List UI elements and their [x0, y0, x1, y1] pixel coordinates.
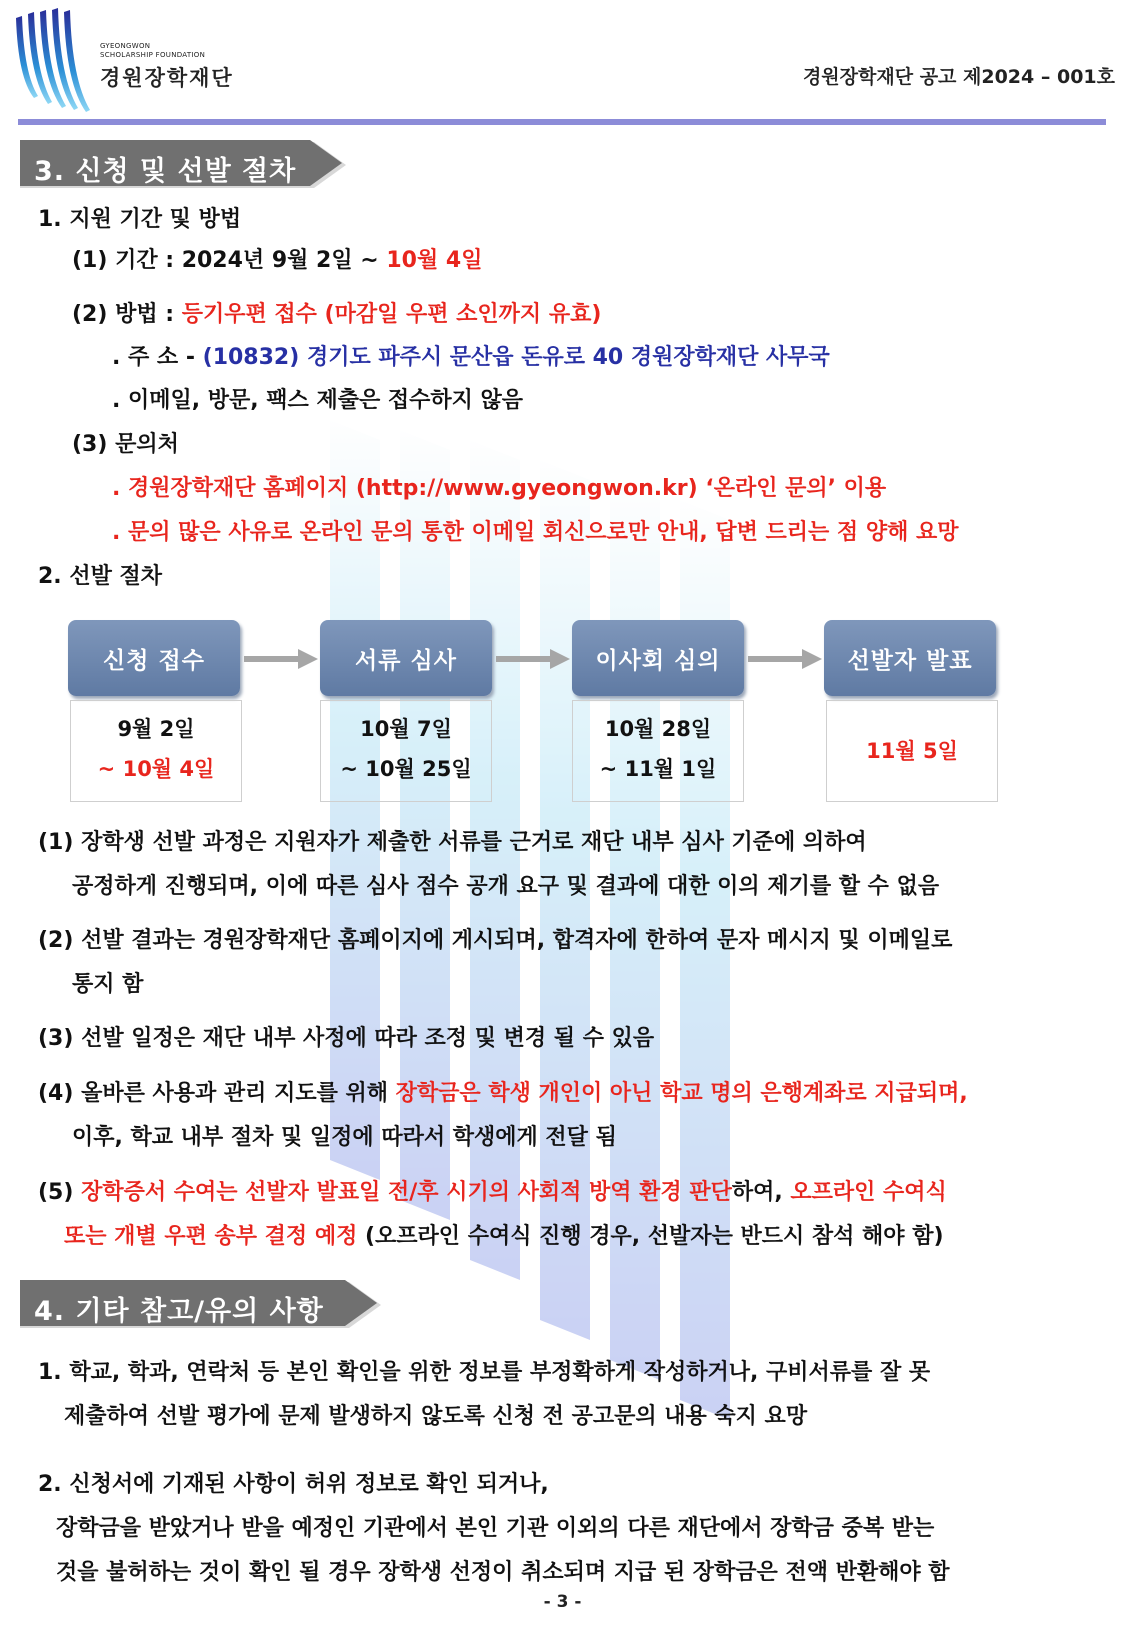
section3-title: 3. 신청 및 선발 절차	[34, 156, 297, 187]
note-5-remark: (오프라인 수여식 진행 경우, 선발자는 반드시 참석 해야 함)	[357, 1224, 944, 1249]
note-2-line1: (2) 선발 결과는 경원장학재단 홈페이지에 게시되며, 합격자에 한하여 문자 메시지 및 이메일로	[38, 928, 953, 953]
note-5-number: (5)	[38, 1180, 82, 1205]
flow-date-box-announcement	[826, 700, 998, 802]
flow-step-announcement: 선발자 발표	[824, 620, 996, 696]
contact-homepage: . 경원장학재단 홈페이지 (http://www.gyeongwon.kr) ‘온라인 문의’ 이용	[112, 476, 887, 501]
flow-date-end: ~ 11월 1일	[599, 757, 717, 781]
flow-arrow-icon	[748, 648, 822, 670]
flow-arrow-icon	[496, 648, 570, 670]
section4-item2-line2: 장학금을 받았거나 받을 예정인 기관에서 본인 기관 이외의 다른 재단에서 장학금 중복 받는	[56, 1516, 935, 1541]
note-5-line1	[38, 1178, 947, 1208]
address-line	[112, 343, 830, 373]
flow-date-end: ~ 10월 25일	[340, 757, 472, 781]
foundation-logo-icon	[14, 8, 94, 114]
note-4-highlight: 장학금은 학생 개인이 아닌 학교 명의 은행계좌로 지급되며,	[395, 1081, 968, 1106]
sub-heading-application: 1. 지원 기간 및 방법	[38, 207, 242, 232]
flow-date-start: 9월 2일	[117, 717, 195, 741]
flow-step-application: 신청 접수	[68, 620, 240, 696]
note-5-line2	[64, 1222, 944, 1252]
method-label: (2) 방법 :	[72, 302, 182, 327]
method-line	[72, 300, 601, 330]
note-5-highlight-c: 또는 개별 우편 송부 결정 예정	[64, 1224, 358, 1249]
note-4-line2: 이후, 학교 내부 절차 및 일정에 따라서 학생에게 전달 됨	[72, 1125, 617, 1150]
address-label: . 주 소 -	[112, 345, 203, 370]
flow-step-board-review: 이사회 심의	[572, 620, 744, 696]
note-4-lead: (4) 올바른 사용과 관리 지도를 위해	[38, 1081, 396, 1106]
contact-label: (3) 문의처	[72, 432, 179, 457]
note-5-connector: 하여,	[731, 1180, 791, 1205]
section4-item2-line3: 것을 불허하는 것이 확인 될 경우 장학생 선정이 취소되며 지급 된 장학금은 전액 반환해야 함	[56, 1560, 950, 1585]
method-value: 등기우편 접수 (마감일 우편 소인까지 유효)	[181, 302, 602, 327]
logo-sub-line2: SCHOLARSHIP FOUNDATION	[100, 51, 206, 59]
flow-date-end: ~ 10월 4일	[97, 757, 215, 781]
section4-item1-line2: 제출하여 선발 평가에 문제 발생하지 않도록 신청 전 공고문의 내용 숙지 요망	[64, 1404, 808, 1429]
period-end: 10월 4일	[386, 248, 483, 273]
note-5-highlight-b: 오프라인 수여식	[790, 1180, 947, 1205]
note-2-line2: 통지 함	[72, 972, 144, 997]
note-1-line1: (1) 장학생 선발 과정은 지원자가 제출한 서류를 근거로 재단 내부 심사 기준에 의하여	[38, 830, 867, 855]
flow-date-box-board-review	[572, 700, 744, 802]
note-5-highlight-a: 장학증서 수여는 선발자 발표일 전/후 시기의 사회적 방역 환경 판단	[81, 1180, 732, 1205]
header-divider	[18, 119, 1106, 125]
section4-header	[20, 1280, 385, 1330]
flow-date-box-document-review	[320, 700, 492, 802]
section4-title: 4. 기타 참고/유의 사항	[34, 1296, 324, 1327]
flow-step-document-review: 서류 심사	[320, 620, 492, 696]
period-line	[72, 246, 482, 276]
notice-number: 경원장학재단 공고 제2024 – 001호	[802, 66, 1115, 88]
sub-heading-selection: 2. 선발 절차	[38, 564, 162, 589]
flow-arrow-icon	[244, 648, 318, 670]
contact-email-notice: . 문의 많은 사유로 온라인 문의 통한 이메일 회신으로만 안내, 답변 드리는 점 양해 요망	[112, 520, 959, 545]
no-email-notice: . 이메일, 방문, 팩스 제출은 접수하지 않음	[112, 388, 524, 413]
section4-item2-line1: 2. 신청서에 기재된 사항이 허위 정보로 확인 되거나,	[38, 1472, 549, 1497]
note-3: (3) 선발 일정은 재단 내부 사정에 따라 조정 및 변경 될 수 있음	[38, 1026, 655, 1051]
logo-sub-line1: GYEONGWON	[100, 42, 151, 50]
note-1-line2: 공정하게 진행되며, 이에 따른 심사 점수 공개 요구 및 결과에 대한 이의 제기를 할 수 없음	[72, 874, 940, 899]
flow-date-start: 10월 28일	[604, 717, 712, 741]
flow-date-announce: 11월 5일	[866, 739, 958, 763]
period-label: (1) 기간 : 2024년 9월 2일 ~	[72, 248, 387, 273]
section4-item1-line1: 1. 학교, 학과, 연락처 등 본인 확인을 위한 정보를 부정확하게 작성하거나, 구비서류를 잘 못	[38, 1360, 931, 1385]
section3-header	[20, 140, 350, 190]
logo-name: 경원장학재단	[100, 66, 234, 90]
flow-date-box-application	[70, 700, 242, 802]
address-value: (10832) 경기도 파주시 문산읍 돈유로 40 경원장학재단 사무국	[202, 345, 830, 370]
logo-subtitle	[100, 42, 205, 60]
flow-date-start: 10월 7일	[360, 717, 452, 741]
page-number: - 3 -	[543, 1592, 582, 1612]
note-4-line1	[38, 1079, 968, 1109]
